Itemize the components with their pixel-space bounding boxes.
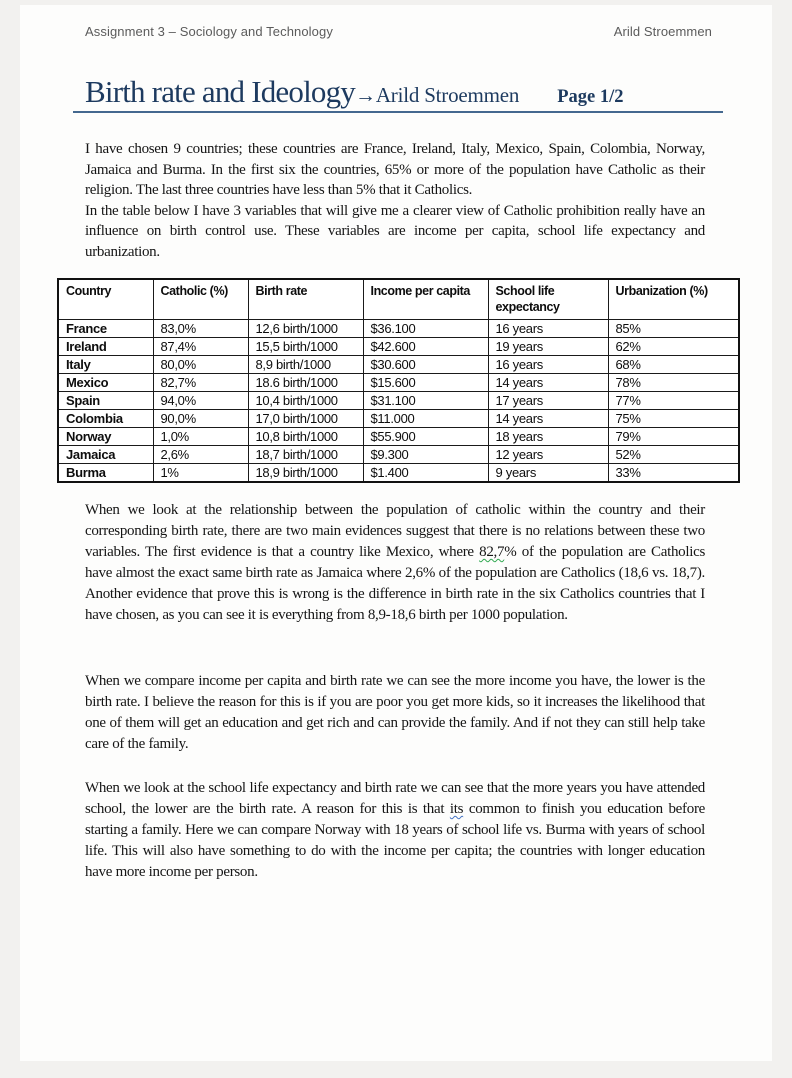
analysis-paragraph-3	[85, 778, 705, 883]
cell-birth_rate: 18,9 birth/1000	[248, 464, 363, 483]
table-row	[58, 464, 739, 483]
cell-catholic: 83,0%	[153, 320, 248, 338]
title-block	[85, 76, 725, 107]
cell-country: France	[58, 320, 153, 338]
running-header-right: Arild Stroemmen	[613, 24, 712, 39]
cell-catholic: 87,4%	[153, 338, 248, 356]
column-header-urbanization: Urbanization (%)	[608, 279, 739, 320]
cell-birth_rate: 18,7 birth/1000	[248, 446, 363, 464]
cell-school: 16 years	[488, 356, 608, 374]
table-row	[58, 428, 739, 446]
paragraph-text: % of the population are Catholics have almost the exact same birth rate as Jamaica where 2,6% of the population are Catholics (18,6 vs. 18,7). Another evidence that prove this is wrong is the difference in birth rate in the six Catholics countries that I have chosen, as you can see it is everything from 8,9-18,6 birth per 1000 population.	[85, 544, 706, 623]
paragraph-text: common to finish you education before starting a family. Here we can compare Norway with 18 years of school life vs. Burma with years of school life. This will also have something to do with the income per capita; the countries with longer education have more income per person.	[85, 801, 705, 880]
cell-birth_rate: 12,6 birth/1000	[248, 320, 363, 338]
analysis-paragraph-2: When we compare income per capita and birth rate we can see the more income you have, the lower is the birth rate. I believe the reason for this is if you are poor you get more kids, so it increases the likelihood that one of them will get an education and get rich and can provide the family. And if not they can still help take care of the family.	[85, 673, 705, 752]
paragraph-text: When we look at the school life expectancy and birth rate we can see that the more years you have attended school, the lower are the birth rate. A reason for this is that	[85, 780, 705, 817]
table-row	[58, 338, 739, 356]
cell-school: 16 years	[488, 320, 608, 338]
cell-country: Jamaica	[58, 446, 153, 464]
spellcheck-highlight: 82,7	[479, 544, 505, 560]
cell-income: $36.100	[363, 320, 488, 338]
cell-school: 9 years	[488, 464, 608, 483]
cell-birth_rate: 10,8 birth/1000	[248, 428, 363, 446]
cell-income: $31.100	[363, 392, 488, 410]
column-header-catholic: Catholic (%)	[153, 279, 248, 320]
arrow-icon: →	[355, 83, 376, 107]
column-header-country: Country	[58, 279, 153, 320]
table-header-row	[58, 279, 739, 320]
cell-catholic: 1,0%	[153, 428, 248, 446]
cell-income: $1.400	[363, 464, 488, 483]
cell-birth_rate: 15,5 birth/1000	[248, 338, 363, 356]
column-header-birth_rate: Birth rate	[248, 279, 363, 320]
title-divider	[73, 111, 723, 113]
table-row	[58, 356, 739, 374]
table-row	[58, 410, 739, 428]
page-title: Birth rate and Ideology	[85, 74, 355, 109]
page-indicator: Page 1/2	[557, 87, 624, 107]
table-row	[58, 446, 739, 464]
table-row	[58, 320, 739, 338]
table-row	[58, 374, 739, 392]
cell-catholic: 80,0%	[153, 356, 248, 374]
grammarcheck-highlight: its	[449, 801, 464, 817]
cell-school: 12 years	[488, 446, 608, 464]
analysis-section-1	[85, 500, 705, 626]
cell-birth_rate: 18.6 birth/1000	[248, 374, 363, 392]
cell-urbanization: 52%	[608, 446, 739, 464]
analysis-section-3	[85, 778, 705, 883]
intro-section	[85, 139, 705, 262]
cell-urbanization: 85%	[608, 320, 739, 338]
cell-country: Italy	[58, 356, 153, 374]
analysis-paragraph-1	[85, 500, 705, 626]
cell-country: Ireland	[58, 338, 153, 356]
table-header-row	[58, 279, 739, 320]
column-header-income: Income per capita	[363, 279, 488, 320]
cell-urbanization: 78%	[608, 374, 739, 392]
cell-country: Spain	[58, 392, 153, 410]
cell-school: 14 years	[488, 374, 608, 392]
cell-catholic: 94,0%	[153, 392, 248, 410]
cell-catholic: 2,6%	[153, 446, 248, 464]
cell-income: $11.000	[363, 410, 488, 428]
analysis-section-2	[85, 671, 705, 755]
cell-school: 19 years	[488, 338, 608, 356]
cell-school: 18 years	[488, 428, 608, 446]
running-header	[85, 24, 712, 39]
cell-income: $15.600	[363, 374, 488, 392]
cell-urbanization: 77%	[608, 392, 739, 410]
cell-country: Burma	[58, 464, 153, 483]
cell-catholic: 82,7%	[153, 374, 248, 392]
cell-school: 17 years	[488, 392, 608, 410]
intro-paragraph-2: In the table below I have 3 variables that will give me a clearer view of Catholic prohibition really have an influence on birth control use. These variables are income per capita, school life expectancy and urbanization.	[85, 202, 705, 260]
cell-country: Colombia	[58, 410, 153, 428]
cell-school: 14 years	[488, 410, 608, 428]
paragraph-text: When we look at the relationship between the population of catholic within the country and their corresponding birth rate, there are two main evidences suggest that there is no relations between these two variables. The first evidence is that a country like Mexico, where	[85, 502, 705, 560]
cell-birth_rate: 10,4 birth/1000	[248, 392, 363, 410]
table-body	[58, 320, 739, 483]
cell-country: Mexico	[58, 374, 153, 392]
cell-urbanization: 62%	[608, 338, 739, 356]
cell-country: Norway	[58, 428, 153, 446]
cell-birth_rate: 17,0 birth/1000	[248, 410, 363, 428]
cell-income: $30.600	[363, 356, 488, 374]
column-header-school: School life expectancy	[488, 279, 608, 320]
cell-urbanization: 79%	[608, 428, 739, 446]
cell-income: $9.300	[363, 446, 488, 464]
intro-paragraph-1: I have chosen 9 countries; these countries are France, Ireland, Italy, Mexico, Spain, Colombia, Norway, Jamaica and Burma. In the first six the countries, 65% or more of the population have Catholic as their religion. The last three countries have less than 5% that it Catholics.	[85, 141, 705, 198]
cell-birth_rate: 8,9 birth/1000	[248, 356, 363, 374]
title-author: Arild Stroemmen	[375, 83, 520, 107]
table-row	[58, 392, 739, 410]
cell-catholic: 90,0%	[153, 410, 248, 428]
cell-urbanization: 75%	[608, 410, 739, 428]
cell-income: $55.900	[363, 428, 488, 446]
cell-urbanization: 33%	[608, 464, 739, 483]
cell-income: $42.600	[363, 338, 488, 356]
country-data-table	[57, 278, 740, 483]
cell-urbanization: 68%	[608, 356, 739, 374]
cell-catholic: 1%	[153, 464, 248, 483]
running-header-left: Assignment 3 – Sociology and Technology	[85, 24, 333, 39]
